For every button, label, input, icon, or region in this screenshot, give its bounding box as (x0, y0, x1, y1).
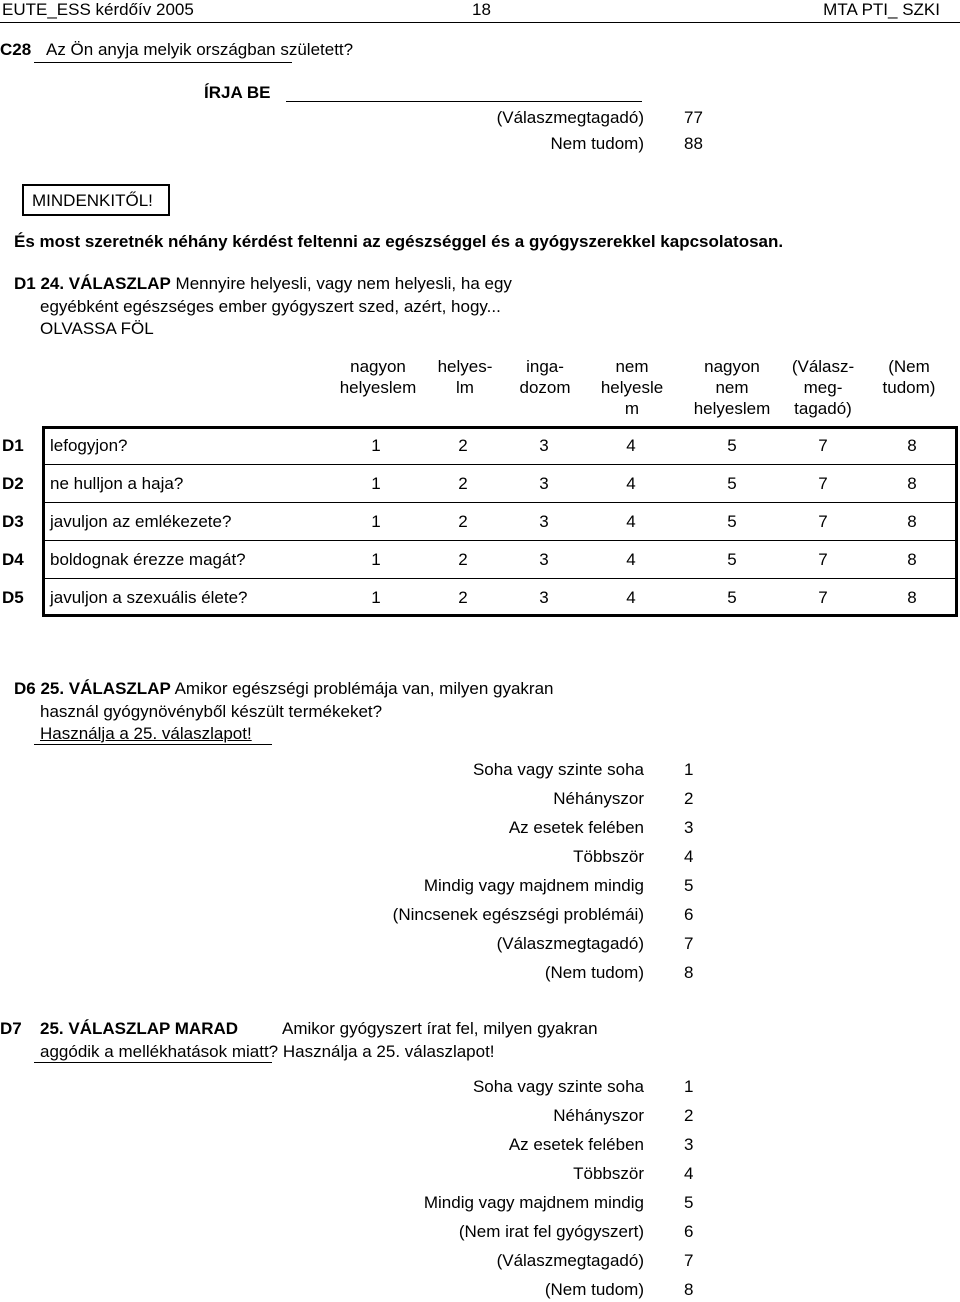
answer-code[interactable]: 5 (727, 474, 737, 493)
answer-code[interactable]: 4 (626, 550, 636, 569)
answer-code[interactable]: 2 (458, 550, 468, 569)
section-intro: És most szeretnék néhány kérdést feltenni az egészséggel és a gyógyszerekkel kapcsolatosan. (14, 232, 784, 251)
answer-code[interactable]: 2 (458, 436, 468, 455)
d6-option-label: Az esetek felében (508, 818, 644, 837)
col-header-3 (587, 356, 677, 419)
d7-underline (34, 1062, 272, 1063)
header-left: EUTE_ESS kérdőív 2005 (2, 0, 194, 19)
d7-option-code[interactable]: 8 (684, 1280, 694, 1299)
answer-code[interactable]: 2 (458, 512, 468, 531)
col-header-2-l1: dozom (519, 378, 571, 397)
answer-code[interactable]: 2 (458, 474, 468, 493)
answer-code[interactable]: 1 (371, 512, 381, 531)
d7-option-code[interactable]: 2 (684, 1106, 694, 1125)
answer-code[interactable]: 2 (458, 588, 468, 607)
d7-code: D7 (0, 1019, 22, 1038)
col-header-0-l0: nagyon (350, 357, 406, 376)
col-header-4 (682, 356, 782, 419)
answer-code[interactable]: 8 (907, 436, 917, 455)
col-header-3-l1: helyesle (600, 378, 664, 397)
d7-option-code[interactable]: 3 (684, 1135, 694, 1154)
c28-option-code-1: 88 (684, 134, 703, 153)
d1-question-line2: egyébként egészséges ember gyógyszert szed, azért, hogy... (40, 297, 501, 316)
answer-code[interactable]: 3 (539, 512, 549, 531)
answer-code[interactable]: 1 (371, 436, 381, 455)
d6-option-code[interactable]: 8 (684, 963, 694, 982)
d7-option-code[interactable]: 5 (684, 1193, 694, 1212)
col-header-5-l0: (Válasz- (791, 357, 855, 376)
d7-option-label: Mindig vagy majdnem mindig (423, 1193, 644, 1212)
c28-underline (34, 62, 292, 63)
row-divider (42, 464, 958, 465)
row-label: boldognak érezze magát? (50, 550, 246, 569)
c28-option-label-1: Nem tudom) (550, 134, 644, 153)
page-number: 18 (472, 0, 491, 19)
col-header-2-l0: inga- (526, 357, 564, 376)
answer-code[interactable]: 7 (818, 512, 828, 531)
row-label: javuljon az emlékezete? (50, 512, 232, 531)
header-right: MTA PTI_ SZKI (823, 0, 940, 19)
d6-option-label: (Nem tudom) (544, 963, 644, 982)
d6-option-label: (Válaszmegtagadó) (496, 934, 644, 953)
col-header-2 (505, 356, 585, 398)
d6-underline (34, 744, 272, 745)
answer-code[interactable]: 8 (907, 550, 917, 569)
answer-code[interactable]: 8 (907, 512, 917, 531)
row-code: D3 (2, 512, 24, 531)
row-label: lefogyjon? (50, 436, 128, 455)
c28-option-code-0: 77 (684, 108, 703, 127)
answer-code[interactable]: 3 (539, 474, 549, 493)
answer-code[interactable]: 8 (907, 588, 917, 607)
d7-question-line1: Amikor gyógyszert írat fel, milyen gyakran (282, 1019, 598, 1038)
d7-option-code[interactable]: 7 (684, 1251, 694, 1270)
row-divider (42, 502, 958, 503)
col-header-4-l2: helyeslem (693, 399, 771, 418)
answer-code[interactable]: 1 (371, 588, 381, 607)
d6-option-label: (Nincsenek egészségi problémái) (392, 905, 644, 924)
d6-code: D6 25. VÁLASZLAP (14, 679, 171, 698)
row-code: D5 (2, 588, 24, 607)
d6-option-code[interactable]: 6 (684, 905, 694, 924)
answer-code[interactable]: 7 (818, 474, 828, 493)
answer-code[interactable]: 7 (818, 588, 828, 607)
d6-text-1: Amikor egészségi problémája van, milyen gyakran (170, 679, 554, 698)
col-header-0 (330, 356, 426, 398)
col-header-3-l0: nem (615, 357, 649, 376)
d7-option-code[interactable]: 6 (684, 1222, 694, 1241)
d6-question-line2: használ gyógynövényből készült termékeket? (40, 702, 383, 721)
d7-option-label: Az esetek felében (508, 1135, 644, 1154)
d7-option-label: Többször (573, 1164, 644, 1183)
answer-code[interactable]: 1 (371, 474, 381, 493)
answer-code[interactable]: 8 (907, 474, 917, 493)
col-header-1 (425, 356, 505, 398)
d7-option-label: Néhányszor (553, 1106, 644, 1125)
answer-code[interactable]: 1 (371, 550, 381, 569)
d6-option-code[interactable]: 2 (684, 789, 694, 808)
d1-text-1: Mennyire helyesli, vagy nem helyesli, ha egy (170, 274, 512, 293)
row-divider (42, 578, 958, 579)
col-header-6-l0: (Nem (888, 357, 930, 376)
answer-code[interactable]: 4 (626, 436, 636, 455)
col-header-5-l2: tagadó) (794, 399, 852, 418)
d1-code: D1 24. VÁLASZLAP (14, 274, 171, 293)
col-header-1-l1: lm (456, 378, 474, 397)
instruction-box-label: MINDENKITŐL! (32, 191, 153, 210)
row-label: javuljon a szexuális élete? (50, 588, 248, 607)
d7-option-code[interactable]: 4 (684, 1164, 694, 1183)
answer-code[interactable]: 5 (727, 512, 737, 531)
row-divider (42, 540, 958, 541)
answer-code[interactable]: 4 (626, 512, 636, 531)
header-rule (0, 22, 960, 23)
col-header-6-l1: tudom) (882, 378, 936, 397)
c28-write-in-field[interactable] (286, 101, 642, 102)
answer-code[interactable]: 7 (818, 550, 828, 569)
d6-option-code[interactable]: 7 (684, 934, 694, 953)
d7-card: 25. VÁLASZLAP MARAD (40, 1019, 239, 1038)
answer-code[interactable]: 3 (539, 550, 549, 569)
d6-question-line1 (14, 679, 554, 699)
c28-question: Az Ön anyja melyik országban született? (46, 40, 354, 59)
col-header-4-l1: nem (715, 378, 749, 397)
col-header-5 (778, 356, 868, 419)
d1-question-line1 (14, 274, 512, 294)
answer-code[interactable]: 7 (818, 436, 828, 455)
d6-option-code[interactable]: 1 (684, 760, 694, 779)
d6-option-code[interactable]: 5 (684, 876, 694, 895)
row-code: D4 (2, 550, 24, 569)
col-header-3-l2: m (624, 399, 640, 418)
c28-option-label-0: (Válaszmegtagadó) (496, 108, 644, 127)
d7-option-code[interactable]: 1 (684, 1077, 694, 1096)
answer-code[interactable]: 4 (626, 474, 636, 493)
col-header-1-l0: helyes- (437, 357, 493, 376)
d6-option-label: Többször (573, 847, 644, 866)
d7-option-label: (Nem tudom) (544, 1280, 644, 1299)
col-header-0-l1: helyeslem (339, 378, 417, 397)
row-code: D1 (2, 436, 24, 455)
d6-option-label: Néhányszor (553, 789, 644, 808)
col-header-5-l1: meg- (803, 378, 843, 397)
d6-option-label: Soha vagy szinte soha (472, 760, 644, 779)
d6-instruction: Használja a 25. válaszlapot! (40, 724, 252, 743)
col-header-4-l0: nagyon (704, 357, 760, 376)
d6-option-code[interactable]: 4 (684, 847, 694, 866)
c28-code: C28 (0, 40, 32, 59)
d7-option-label: (Nem irat fel gyógyszert) (458, 1222, 644, 1241)
answer-code[interactable]: 3 (539, 588, 549, 607)
d7-question-line2: aggódik a mellékhatások miatt? Használja a 25. válaszlapot! (40, 1042, 495, 1061)
d6-option-code[interactable]: 3 (684, 818, 694, 837)
answer-code[interactable]: 5 (727, 550, 737, 569)
row-code: D2 (2, 474, 24, 493)
answer-code[interactable]: 3 (539, 436, 549, 455)
c28-write-in: ÍRJA BE (204, 83, 271, 102)
col-header-6 (864, 356, 954, 398)
d7-option-label: (Válaszmegtagadó) (496, 1251, 644, 1270)
answer-code[interactable]: 5 (727, 436, 737, 455)
d7-option-label: Soha vagy szinte soha (472, 1077, 644, 1096)
d1-instruction: OLVASSA FÖL (40, 319, 154, 338)
answer-code[interactable]: 4 (626, 588, 636, 607)
row-label: ne hulljon a haja? (50, 474, 184, 493)
answer-code[interactable]: 5 (727, 588, 737, 607)
d6-option-label: Mindig vagy majdnem mindig (423, 876, 644, 895)
